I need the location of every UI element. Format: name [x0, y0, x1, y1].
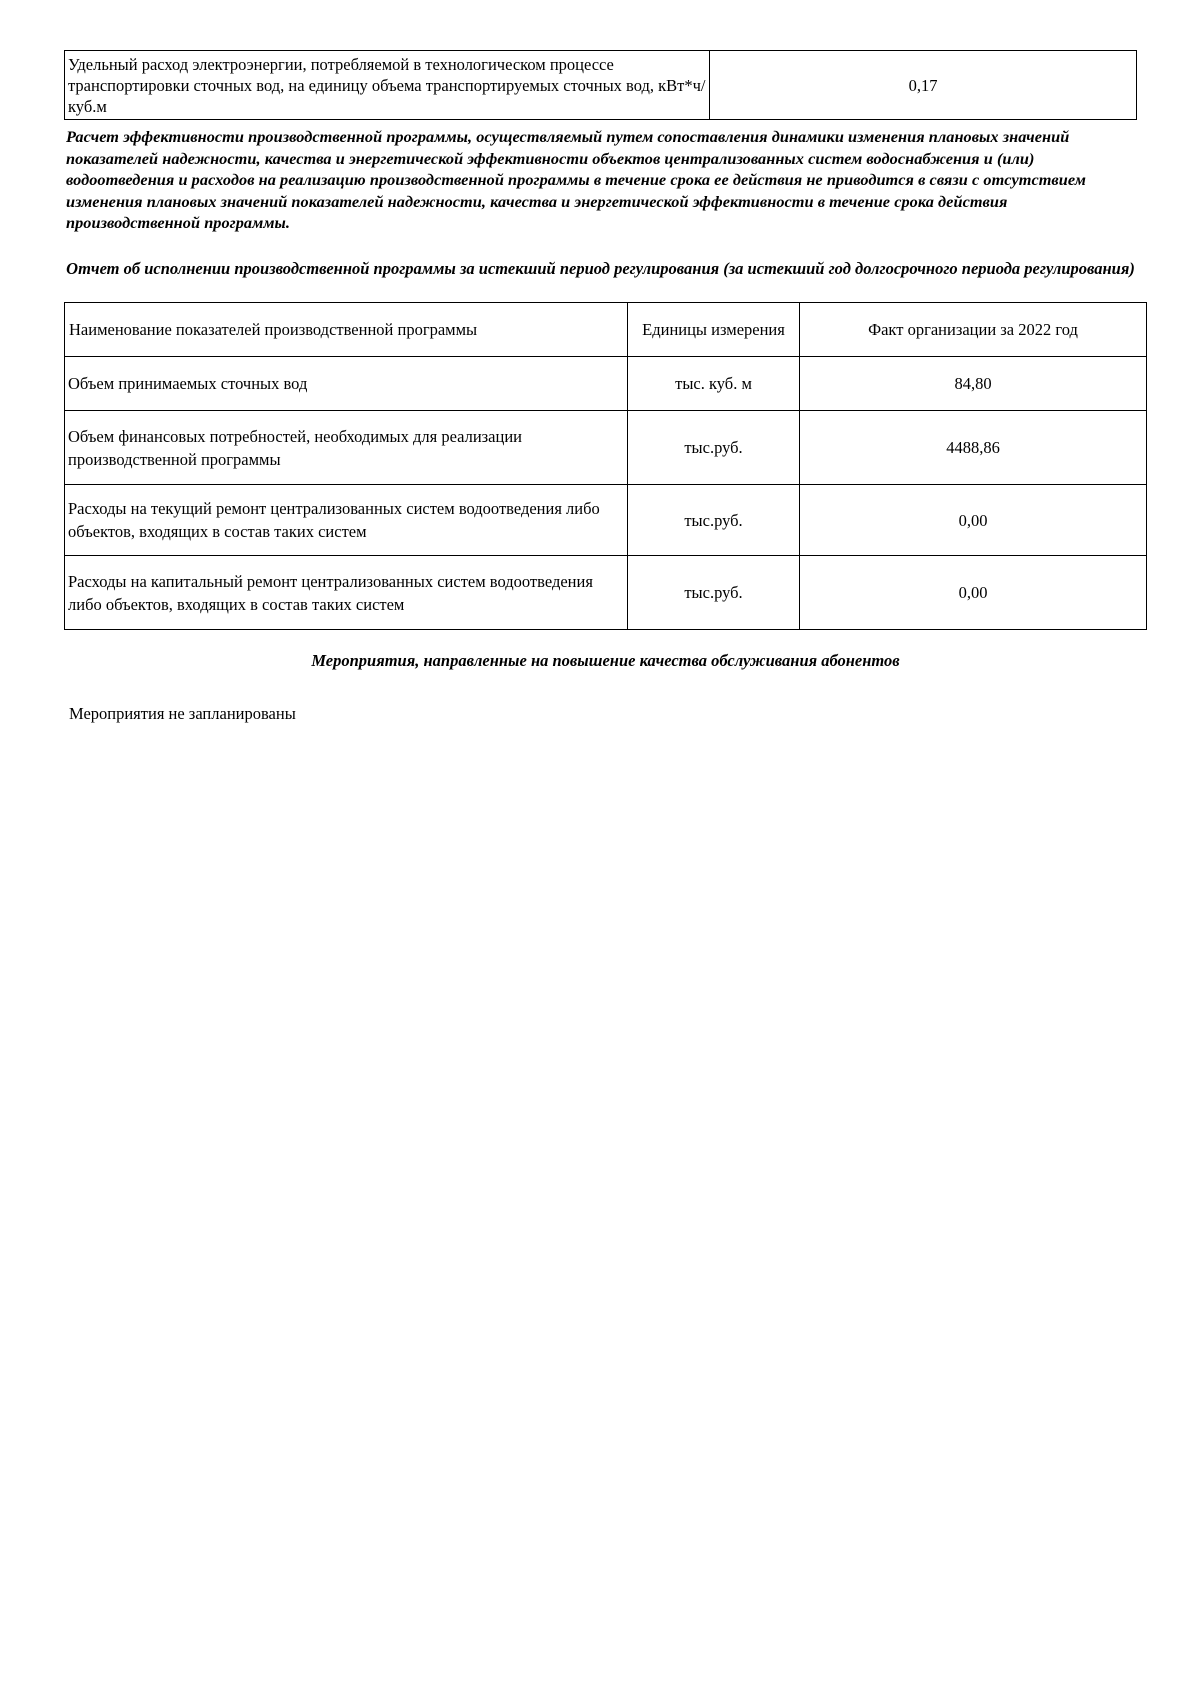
row-name-cell: Расходы на текущий ремонт централизованных систем водоотведения либо объектов, входящих в состав таких систем [65, 485, 628, 556]
row-fact-cell: 84,80 [800, 357, 1147, 411]
indicator-value-cell: 0,17 [710, 51, 1137, 120]
column-header-fact: Факт организации за 2022 год [800, 303, 1147, 357]
energy-indicator-table [64, 50, 1137, 120]
row-name-cell: Объем финансовых потребностей, необходимых для реализации производственной программы [65, 411, 628, 485]
row-unit-cell: тыс.руб. [628, 485, 800, 556]
efficiency-note: Расчет эффективности производственной программы, осуществляемый путем сопоставления динамики изменения плановых значений показателей надежности, качества и энергетической эффективности объектов централизованных систем водоснабжения и (или) водоотведения и расходов на реализацию производственной программы в течение срока ее действия не приводится в связи с отсутствием изменения плановых значений показателей надежности, качества и энергетической эффективности в течение срока действия производственной программы. [66, 127, 1086, 232]
column-header-name: Наименование показателей производственной программы [65, 303, 628, 357]
measures-title: Мероприятия, направленные на повышение качества обслуживания абонентов [311, 651, 900, 670]
row-name-cell: Расходы на капитальный ремонт централизованных систем водоотведения либо объектов, входящих в состав таких систем [65, 556, 628, 630]
row-unit-cell: тыс.руб. [628, 411, 800, 485]
measures-text: Мероприятия не запланированы [69, 704, 296, 723]
table-row [65, 556, 1147, 630]
row-unit-cell: тыс. куб. м [628, 357, 800, 411]
report-table [64, 302, 1147, 630]
table-header-row [65, 303, 1147, 357]
row-unit-cell: тыс.руб. [628, 556, 800, 630]
column-header-unit: Единицы измерения [628, 303, 800, 357]
row-fact-cell: 0,00 [800, 556, 1147, 630]
table-row [65, 411, 1147, 485]
row-name-cell: Объем принимаемых сточных вод [65, 357, 628, 411]
row-fact-cell: 4488,86 [800, 411, 1147, 485]
table-row [65, 357, 1147, 411]
row-fact-cell: 0,00 [800, 485, 1147, 556]
table-row [65, 51, 1137, 120]
report-title: Отчет об исполнении производственной программы за истекший период регулирования (за истекший год долгосрочного периода регулирования) [66, 259, 1135, 278]
table-row [65, 485, 1147, 556]
indicator-name-cell: Удельный расход электроэнергии, потребляемой в технологическом процессе транспортировки сточных вод, на единицу объема транспортируемых сточных вод, кВт*ч/ куб.м [65, 51, 710, 120]
